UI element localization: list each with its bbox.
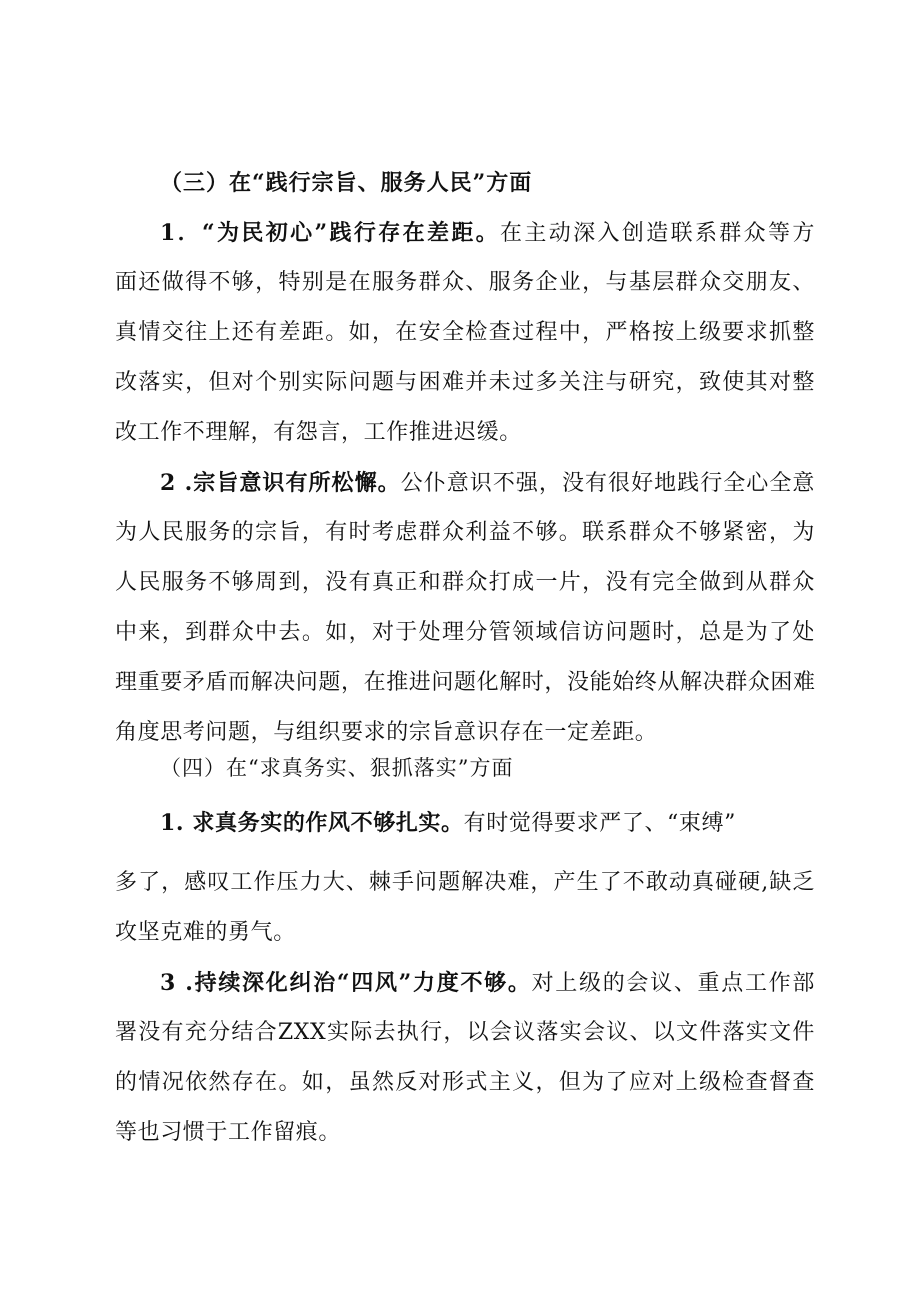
paragraph-line: 多了，感叹工作压力大、棘手问题解决难，产生了不敢动真碰硬,缺乏 [115, 870, 815, 895]
paragraph-line: 攻坚克难的勇气。 [115, 920, 296, 945]
paragraph-line: 角度思考问题，与组织要求的宗旨意识存在一定差距。 [115, 720, 658, 745]
paragraph-line: 面还做得不够，特别是在服务群众、服务企业，与基层群众交朋友、 [115, 270, 815, 295]
item-text: 在主动深入创造联系群众等方 [500, 221, 815, 246]
item-title: 1．“为民初心”践行存在差距。 [160, 220, 501, 246]
item-text: 对上级的会议、重点工作部 [531, 971, 815, 996]
paragraph-line: 的情况依然存在。如，虽然反对形式主义，但为了应对上级检查督查 [115, 1070, 815, 1095]
item-title: 2 .宗旨意识有所松懈。 [160, 470, 401, 496]
section-heading [160, 753, 815, 783]
item-title: 1. 求真务实的作风不够扎实。 [160, 810, 464, 836]
section-heading-text: （三）在“践行宗旨、服务人民”方面 [160, 170, 533, 196]
item-text: 有时觉得要求严了、“束缚” [463, 811, 736, 836]
paragraph-line [160, 218, 815, 249]
paragraph-line [160, 968, 815, 999]
item-title: 3 .持续深化纠治“四风”力度不够。 [160, 970, 532, 996]
paragraph-line: 改落实，但对个别实际问题与困难并未过多关注与研究，致使其对整 [115, 370, 815, 395]
item-text: 公仆意识不强，没有很好地践行全心全意 [400, 471, 815, 496]
paragraph-line: 为人民服务的宗旨，有时考虑群众利益不够。联系群众不够紧密，为 [115, 520, 815, 545]
section-heading [160, 168, 815, 198]
section-heading-text: （四）在“求真务实、狠抓落实”方面 [160, 756, 514, 780]
paragraph-line: 人民服务不够周到，没有真正和群众打成一片，没有完全做到从群众 [115, 570, 815, 595]
paragraph-line: 改工作不理解，有怨言，工作推进迟缓。 [115, 420, 522, 445]
paragraph-line: 真情交往上还有差距。如，在安全检查过程中，严格按上级要求抓整 [115, 320, 815, 345]
paragraph-line [160, 808, 815, 839]
paragraph-line: 理重要矛盾而解决问题，在推进问题化解时，没能始终从解决群众困难 [115, 670, 816, 695]
paragraph-line: 等也习惯于工作留痕。 [115, 1120, 342, 1145]
paragraph-line: 中来，到群众中去。如，对于处理分管领域信访问题时，总是为了处 [115, 620, 815, 645]
paragraph-line [160, 468, 815, 499]
paragraph-line: 署没有充分结合ZXX实际去执行，以会议落实会议、以文件落实文件 [115, 1020, 815, 1045]
